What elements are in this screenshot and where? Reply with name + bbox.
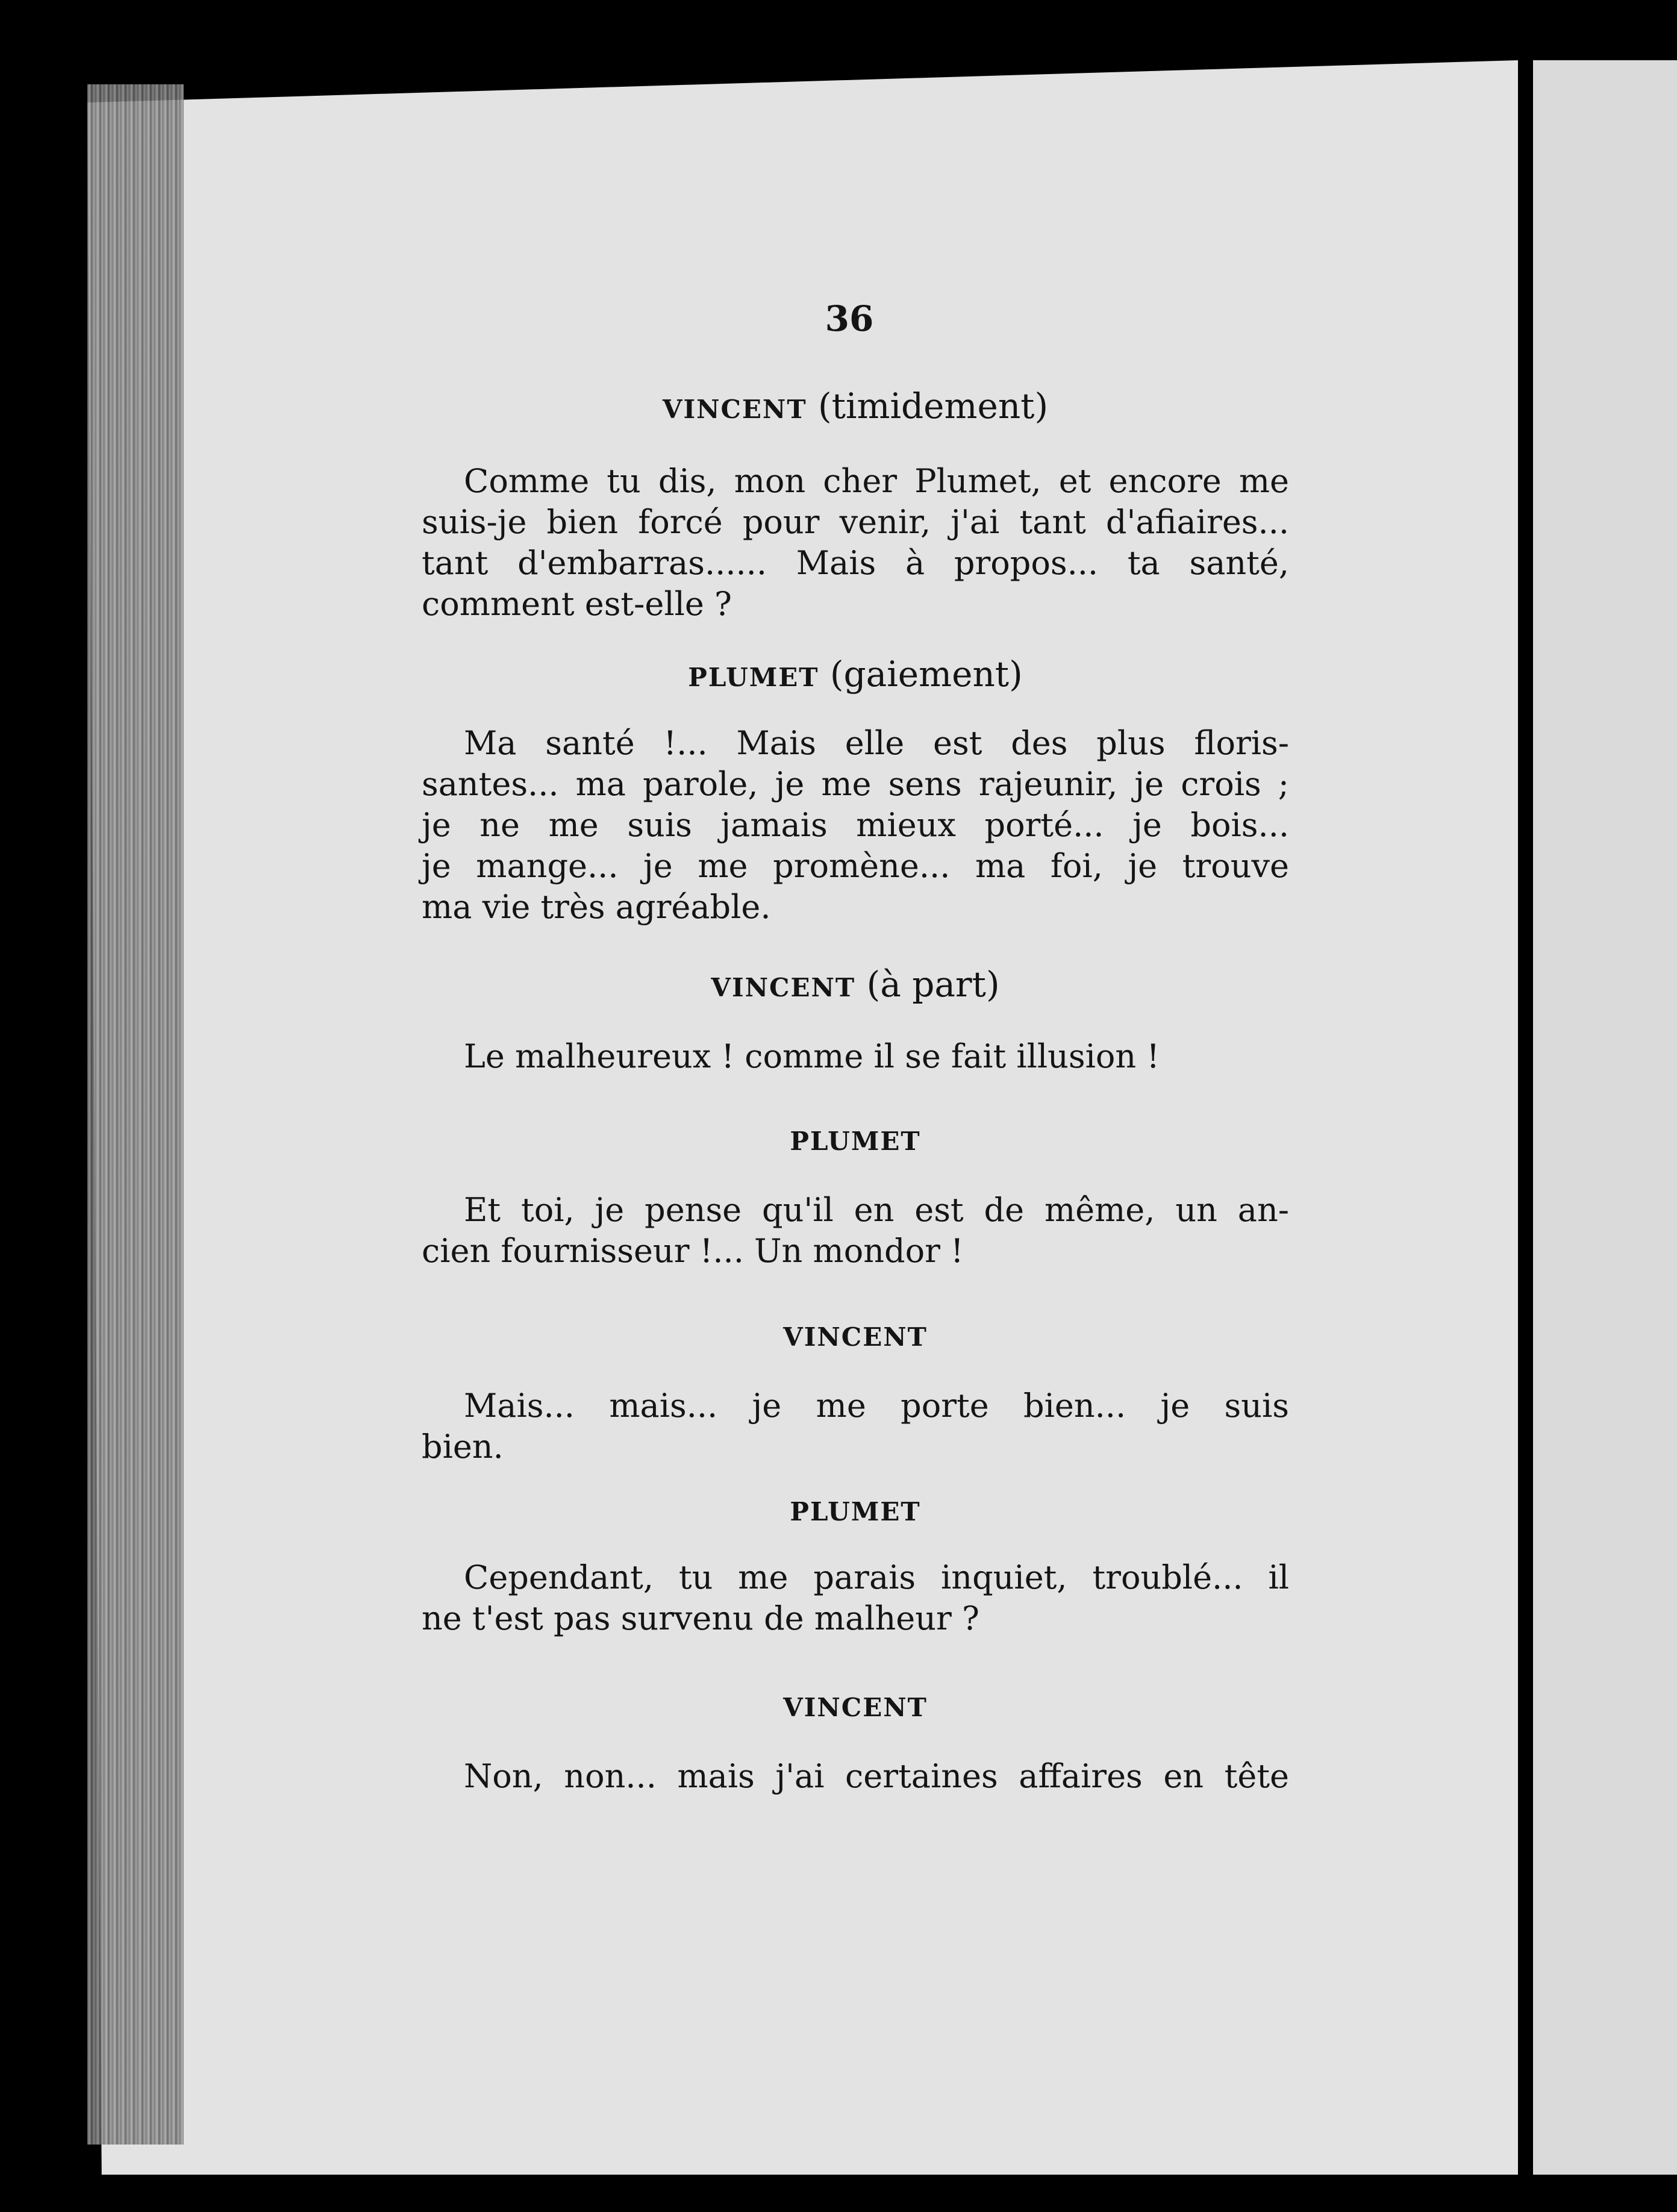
speaker-name: VINCENT <box>783 1693 928 1722</box>
dialogue-line: Le malheureux ! comme il se fait illusion ! <box>464 1037 1160 1075</box>
dialogue-line: cien fournisseur !... Un mondor ! <box>422 1232 964 1270</box>
speaker-name: PLUMET <box>790 1126 921 1156</box>
dialogue-line: Et toi, je pense qu'il en est de même, un an- <box>464 1191 1289 1229</box>
speaker-heading <box>422 1117 1289 1158</box>
dialogue-line: ne t'est pas survenu de malheur ? <box>422 1599 979 1637</box>
page-edges <box>87 84 184 2145</box>
dialogue-line: Comme tu dis, mon cher Plumet, et encore me <box>464 462 1289 500</box>
dialogue-line: je ne me suis jamais mieux porté... je bois... <box>422 806 1289 844</box>
speaker-heading <box>422 386 1289 426</box>
speaker-heading <box>422 654 1289 695</box>
dialogue-line: santes... ma parole, je me sens rajeunir, je crois ; <box>422 765 1289 803</box>
dialogue-line: Ma santé !... Mais elle est des plus floris- <box>464 724 1289 762</box>
facing-page-edge <box>1533 60 1677 2175</box>
dialogue-line: Cependant, tu me parais inquiet, troublé... il <box>464 1558 1289 1596</box>
speaker-heading <box>422 1313 1289 1354</box>
stage-direction: (gaiement) <box>829 654 1023 695</box>
dialogue-line: bien. <box>422 1428 504 1466</box>
dialogue-paragraph <box>422 1756 1289 1797</box>
speaker-name: PLUMET <box>790 1497 921 1526</box>
stage-direction: (à part) <box>866 964 1000 1005</box>
dialogue-line: ma vie très agréable. <box>422 888 771 926</box>
dialogue-paragraph <box>422 1386 1289 1467</box>
dialogue-line: Mais... mais... je me porte bien... je suis <box>464 1387 1289 1425</box>
speaker-name: VINCENT <box>711 973 856 1002</box>
speaker-name: VINCENT <box>783 1322 928 1352</box>
dialogue-line: je mange... je me promène... ma foi, je trouve <box>422 847 1289 885</box>
dialogue-line: suis-je bien forcé pour venir, j'ai tant d'afiaires... <box>422 503 1289 541</box>
speaker-heading <box>422 1488 1289 1529</box>
speaker-name: VINCENT <box>662 395 807 424</box>
dialogue-paragraph <box>422 1190 1289 1272</box>
dialogue-line: tant d'embarras...... Mais à propos... ta santé, <box>422 544 1289 582</box>
dialogue-paragraph <box>422 723 1289 928</box>
dialogue-paragraph <box>422 1036 1289 1077</box>
page-number: 36 <box>825 298 874 339</box>
speaker-name: PLUMET <box>688 663 819 692</box>
dialogue-paragraph <box>422 461 1289 625</box>
speaker-heading <box>422 964 1289 1005</box>
dialogue-paragraph <box>422 1557 1289 1639</box>
speaker-heading <box>422 1684 1289 1725</box>
dialogue-line: comment est-elle ? <box>422 585 732 623</box>
dialogue-line: Non, non... mais j'ai certaines affaires en tête <box>464 1757 1289 1795</box>
stage-direction: (timidement) <box>818 386 1049 426</box>
